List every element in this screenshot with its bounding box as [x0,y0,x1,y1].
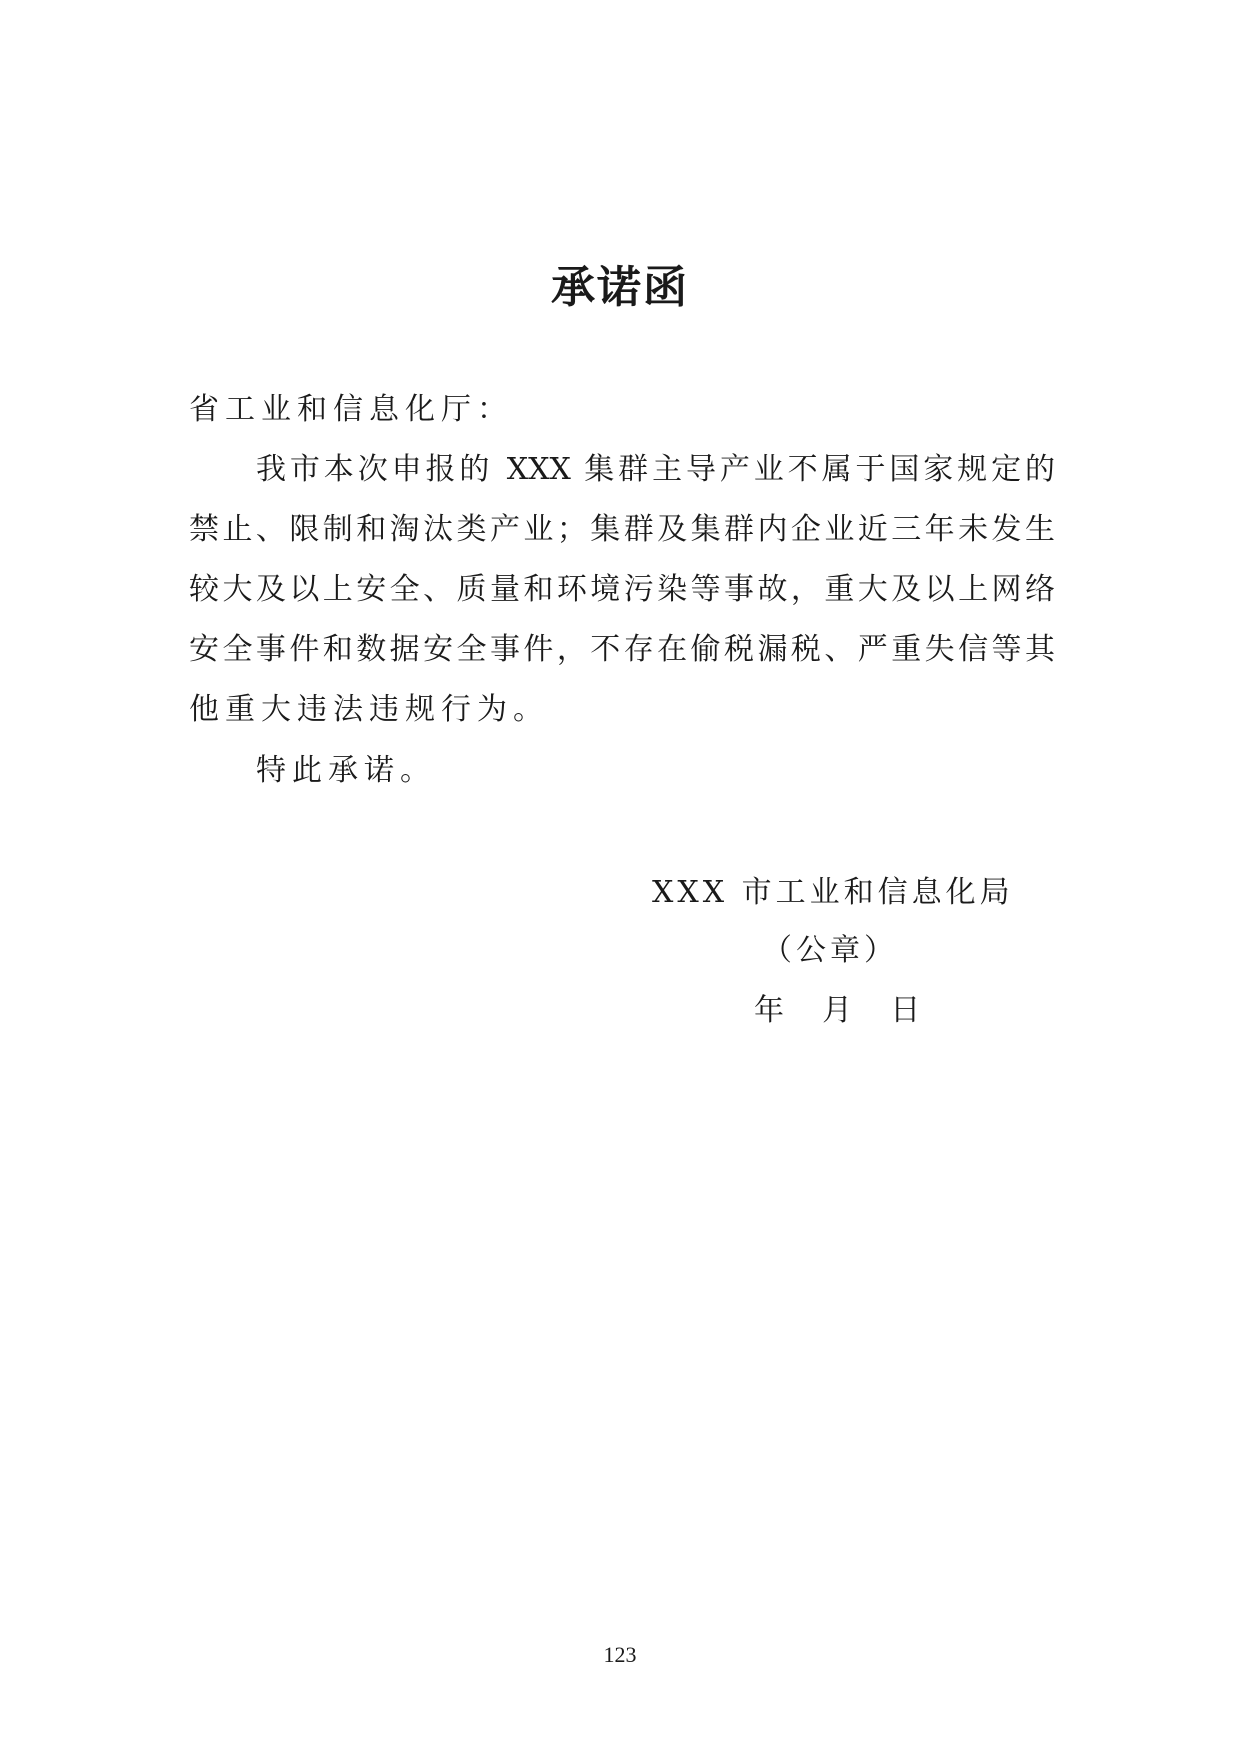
signature-organization: XXX 市工业和信息化局 [652,875,1014,910]
document-title: 承诺函 [551,262,689,313]
closing-statement: 特此承诺。 [256,753,436,788]
body-line: 较大及以上安全、质量和环境污染等事故，重大及以上网络 [189,572,1055,607]
signature-seal: （公章） [762,933,898,968]
body-line: 我市本次申报的 XXX 集群主导产业不属于国家规定的 [256,452,1055,487]
page-number: 123 [603,1642,637,1667]
body-line: 他重大违法违规行为。 [189,692,549,727]
salutation: 省工业和信息化厅： [189,392,513,427]
body-line: 安全事件和数据安全事件，不存在偷税漏税、严重失信等其 [189,632,1055,667]
signature-date: 年 月 日 [754,993,921,1028]
body-line: 禁止、限制和淘汰类产业；集群及集群内企业近三年未发生 [189,512,1055,547]
